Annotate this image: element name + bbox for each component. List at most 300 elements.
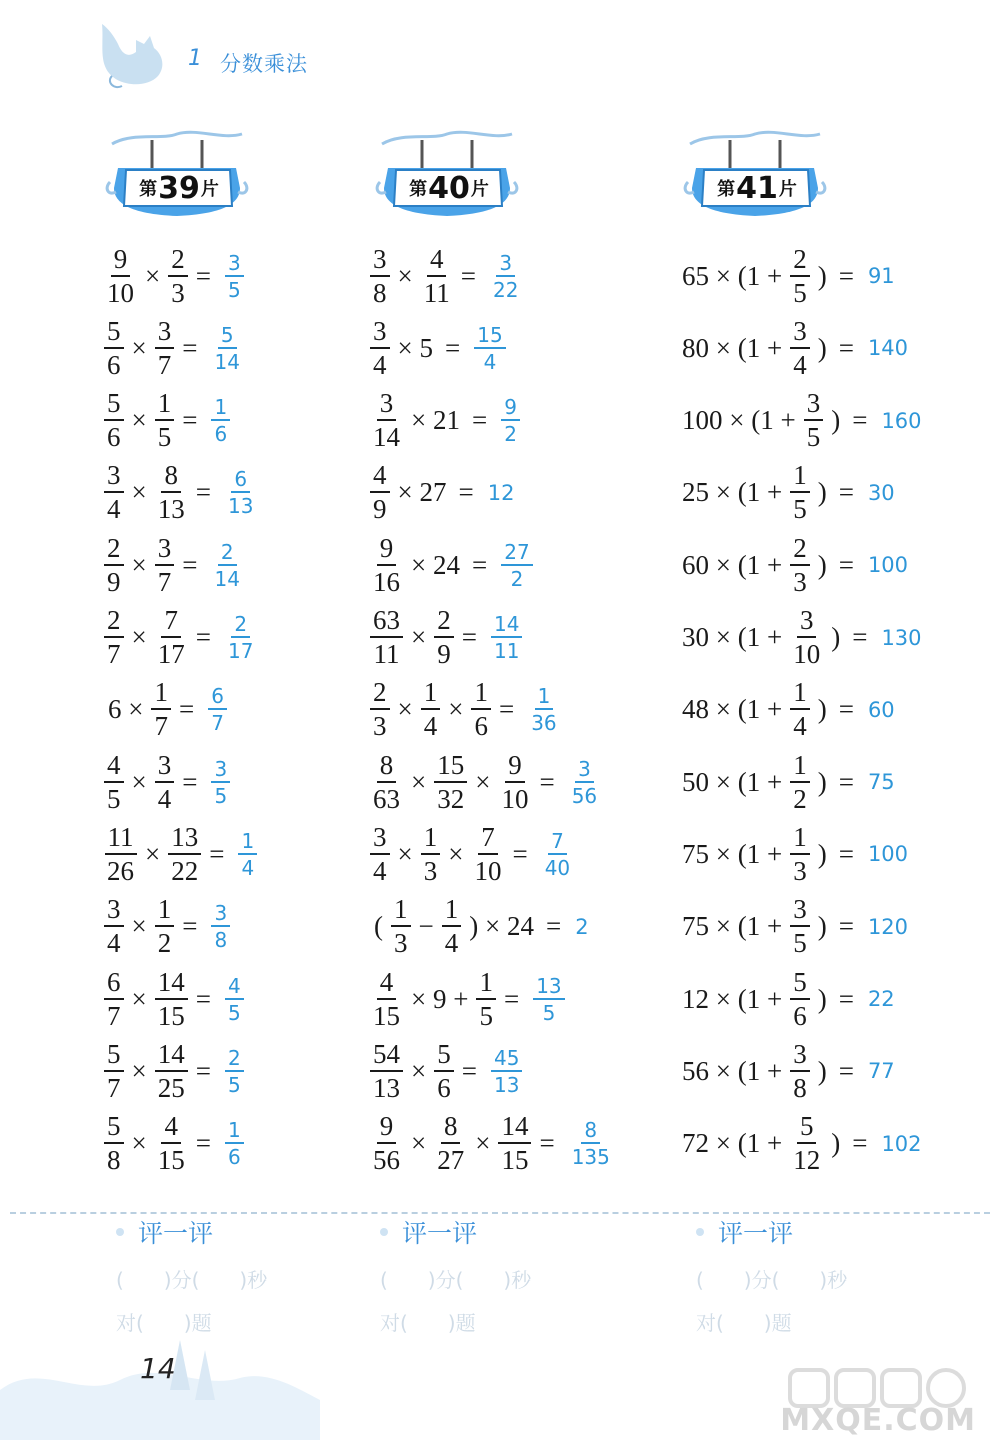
chapter-header [92,14,352,94]
denominator: 14 [373,422,400,453]
numerator: 3 [370,246,390,277]
fraction [790,1113,823,1174]
denominator: 4 [483,349,497,374]
fraction [790,462,810,523]
problem-row [368,895,589,959]
numerator: 4 [370,462,390,493]
numerator: 1 [151,679,171,710]
section-suffix: 片 [470,179,489,200]
operator: ) [817,477,827,508]
operator: 56 × (1 + [682,1055,783,1086]
numerator: 3 [211,903,230,927]
answer-fraction [211,901,230,953]
equals-sign: = [182,332,198,363]
fraction [442,896,462,957]
numerator: 27 [501,542,532,566]
answer-fraction [569,756,600,808]
answer-fraction [490,250,521,302]
operator: × [131,983,147,1014]
problem-row [102,895,232,959]
numerator: 9 [505,752,525,783]
denominator: 6 [107,349,121,380]
numerator: 5 [104,1113,124,1144]
denominator: 5 [227,1072,241,1097]
numerator: 2 [790,535,810,566]
fraction [155,607,188,668]
operator: 60 × (1 + [682,549,783,580]
numerator: 5 [434,1041,454,1072]
equals-sign: = [539,766,555,797]
answer: 30 [867,480,895,505]
operator: ) [817,694,827,725]
operator: × 24 [411,549,460,580]
numerator: 5 [104,390,124,421]
section-title [396,170,502,206]
denominator: 16 [373,566,400,597]
numerator: 4 [225,976,244,1000]
denominator: 5 [793,277,807,308]
operator: 50 × (1 + [682,766,783,797]
numerator: 3 [790,318,810,349]
problem-row [676,967,895,1031]
equals-sign: = [471,549,488,580]
numerator: 3 [797,607,817,638]
equals-sign: = [852,1128,868,1159]
bullet-icon [696,1228,704,1236]
fraction [104,462,124,523]
fraction [155,749,175,814]
denominator: 22 [492,277,519,302]
chapter-number: 1 [188,46,202,71]
fraction [104,1113,124,1174]
equals-sign: = [195,983,211,1014]
operator: 65 × (1 + [682,260,783,291]
numerator: 6 [231,469,250,493]
problem-row [368,533,535,597]
numerator: 4 [161,1113,181,1144]
numerator: 13 [533,976,564,1000]
equals-sign: = [182,405,198,436]
denominator: 4 [157,783,172,814]
denominator: 11 [493,639,520,663]
fraction [370,532,403,597]
operator: × 21 [411,405,460,436]
problem-row [676,316,908,380]
numerator: 4 [377,969,397,1000]
bullet-icon [116,1228,124,1236]
equals-sign: = [512,838,528,869]
denominator: 2 [793,783,807,814]
numerator: 3 [575,759,594,783]
operator: × [131,911,147,942]
operator: × [411,766,427,797]
evaluation-box-41 [696,1214,956,1336]
bullet-icon [380,1228,388,1236]
operator: ) [831,1128,841,1159]
operator: − [418,911,434,942]
problem-row [102,678,229,742]
denominator: 4 [444,928,459,959]
operator: × [131,477,147,508]
denominator: 32 [437,783,465,814]
problem-row [102,967,246,1031]
fraction [104,532,124,597]
operator: × [131,405,147,436]
denominator: 7 [107,639,121,669]
answer-fraction [238,828,257,880]
problem-row [676,389,922,453]
denominator: 4 [423,711,438,742]
problem-row [368,316,508,380]
numerator: 2 [225,1048,244,1072]
problem-row [368,678,562,742]
numerator: 3 [496,253,515,277]
answer-fraction [491,1045,522,1097]
fraction [434,749,467,814]
denominator: 7 [107,1072,121,1103]
fraction [155,390,175,451]
fraction [155,462,188,523]
fraction [434,1038,454,1103]
denominator: 7 [107,1000,121,1031]
denominator: 36 [531,711,557,736]
denominator: 6 [793,1000,807,1031]
numerator: 8 [377,752,397,783]
numerator: 45 [491,1048,522,1072]
denominator: 4 [793,349,807,380]
numerator: 1 [238,831,257,855]
operator: × [411,1128,427,1159]
operator: 30 × (1 + [682,622,783,652]
numerator: 7 [161,607,181,638]
problem-row [102,822,259,886]
decorative-scenery [0,1330,320,1440]
answer-fraction [225,467,256,519]
fraction [168,243,188,308]
equals-sign: = [461,622,477,652]
operator: × [397,260,413,291]
denominator: 4 [373,855,387,886]
numerator: 1 [211,397,230,421]
denominator: 6 [227,1145,241,1170]
problem-row [676,1112,922,1176]
denominator: 3 [423,855,438,886]
fraction [104,607,124,668]
fraction [104,243,137,308]
problem-row [102,1112,246,1176]
correct-row: 对( )题 [696,1311,792,1335]
problem-row [102,1039,246,1103]
denominator: 11 [373,639,400,669]
section-title [126,170,232,206]
fraction [104,390,124,451]
numerator: 1 [391,896,411,927]
numerator: 1 [535,686,554,710]
numerator: 7 [548,831,567,855]
denominator: 4 [241,855,255,880]
numerator: 1 [155,390,175,421]
fraction [498,1113,531,1174]
fraction [421,821,441,886]
watermark-domain: MXQE.COM [780,1403,976,1438]
numerator: 14 [155,969,188,1000]
numerator: 54 [370,1041,403,1072]
equals-sign: = [461,1055,477,1086]
equals-sign: = [458,477,474,508]
answer: 60 [867,697,895,722]
problem-row [676,533,908,597]
denominator: 3 [793,566,807,597]
equals-sign: = [503,983,520,1014]
denominator: 5 [107,783,121,814]
fraction [434,607,454,668]
numerator: 5 [797,1113,817,1144]
denominator: 8 [793,1072,807,1103]
evaluation-box-39 [116,1214,376,1336]
evaluation-title: 评一评 [138,1219,214,1248]
denominator: 4 [373,349,387,380]
numerator: 3 [225,253,244,277]
fraction [790,966,810,1031]
denominator: 5 [157,422,172,453]
operator: 80 × (1 + [682,332,783,363]
equals-sign: = [852,622,868,652]
numerator: 2 [231,614,250,638]
numerator: 5 [104,318,124,349]
denominator: 17 [227,639,254,663]
fraction [790,315,810,380]
numerator: 5 [104,1041,124,1072]
numerator: 8 [581,1120,600,1144]
fraction [790,679,810,740]
denominator: 10 [474,855,502,886]
answer: 2 [575,914,589,939]
score-row: ( )分( )秒 [696,1268,848,1292]
numerator: 3 [377,390,397,421]
answer-fraction [542,828,573,880]
numerator: 14 [155,1041,188,1072]
denominator: 6 [214,422,228,447]
numerator: 4 [104,752,124,783]
denominator: 56 [373,1145,400,1176]
operator: ) [817,838,827,869]
numerator: 1 [790,679,810,710]
fraction [370,1038,403,1103]
operator: × 27 [397,477,447,508]
equals-sign: = [498,694,515,725]
problem-row [676,461,895,525]
fraction [104,315,124,380]
numerator: 3 [155,318,175,349]
answer-fraction [225,614,256,661]
score-row: ( )分( )秒 [116,1268,268,1292]
answer: 140 [867,336,909,361]
operator: × 9 + [411,983,469,1014]
fraction [155,315,175,380]
denominator: 5 [542,1000,556,1025]
denominator: 13 [227,494,254,519]
fraction [471,821,504,886]
numerator: 2 [370,679,390,710]
operator: ) [817,983,827,1014]
fraction [370,390,403,451]
fraction [155,532,175,597]
numerator: 5 [790,969,810,1000]
answer: 75 [867,770,895,795]
fraction [370,607,403,668]
denominator: 5 [806,422,821,453]
fraction [790,1038,810,1103]
correct-row: 对( )题 [380,1311,476,1335]
denominator: 25 [157,1072,185,1103]
problem-row [102,316,245,380]
numerator: 1 [476,969,496,1000]
equals-sign: = [209,838,225,869]
problem-row [368,967,567,1031]
equals-sign: = [178,694,195,725]
denominator: 4 [793,711,807,742]
fraction [104,749,124,814]
operator: 6 × [108,694,144,725]
fraction [790,607,823,668]
fraction [476,966,496,1031]
denominator: 63 [373,783,400,814]
page-number: 14 [140,1352,176,1385]
fraction [370,749,403,814]
operator: × [448,694,464,725]
fraction [370,243,390,308]
equals-sign: = [838,1055,854,1086]
denominator: 9 [437,639,451,669]
problem-row [368,822,575,886]
fraction [498,749,531,814]
equals-sign: = [852,405,868,436]
fraction [370,315,390,380]
equals-sign: = [444,332,461,363]
section-prefix: 第 [139,179,158,200]
problem-row [368,389,522,453]
section-title [704,170,810,206]
operator: 75 × (1 + [682,838,783,869]
denominator: 26 [107,855,134,886]
section-suffix: 片 [778,179,797,200]
fraction [434,1113,467,1174]
fraction [421,679,441,740]
equals-sign: = [539,1128,555,1159]
numerator: 3 [211,759,230,783]
section-suffix: 片 [200,179,219,200]
operator: × [145,838,161,869]
denominator: 10 [501,783,529,814]
problem-row [676,750,895,814]
evaluation-title: 评一评 [402,1219,478,1248]
fraction [471,679,491,740]
denominator: 135 [571,1145,610,1170]
denominator: 22 [171,855,199,886]
denominator: 8 [214,928,228,953]
problem-row [368,461,514,525]
denominator: 17 [157,639,185,669]
numerator: 2 [218,542,237,566]
operator: ) [831,405,841,436]
numerator: 63 [370,607,403,638]
fraction [104,896,124,957]
numerator: 13 [168,824,201,855]
numerator: 1 [155,896,175,927]
numerator: 3 [370,318,390,349]
numerator: 5 [218,325,237,349]
problem-row [102,750,232,814]
problem-row [676,822,908,886]
section-sign [102,122,252,232]
equals-sign: = [195,622,211,652]
equals-sign: = [195,1055,211,1086]
answer-fraction [211,756,230,808]
numerator: 2 [104,607,124,638]
answer: 91 [867,264,895,288]
operator: ) [817,1055,827,1086]
denominator: 2 [504,422,517,447]
answer-fraction [225,1045,244,1097]
denominator: 12 [793,1145,821,1176]
denominator: 13 [157,494,185,525]
fraction [790,243,810,308]
numerator: 2 [790,246,810,277]
equals-sign: = [195,1128,211,1159]
numerator: 1 [225,1120,244,1144]
equals-sign: = [838,332,854,363]
cat-icon [92,14,182,94]
numerator: 3 [370,824,390,855]
denominator: 15 [501,1145,529,1176]
operator: × [131,332,147,363]
denominator: 3 [394,928,408,959]
numerator: 1 [790,824,810,855]
numerator: 3 [155,752,175,783]
numerator: 1 [790,462,810,493]
numerator: 1 [790,752,810,783]
denominator: 5 [227,1000,241,1025]
correct-row: 对( )题 [116,1311,212,1335]
answer: 22 [867,987,895,1011]
operator: ) [817,549,827,580]
fraction [370,462,390,523]
denominator: 2 [510,566,524,591]
numerator: 3 [104,896,124,927]
operator: 12 × (1 + [682,983,783,1014]
denominator: 8 [107,1145,121,1176]
operator: ) [817,766,827,797]
equals-sign: = [838,549,854,580]
chapter-title: 分数乘法 [220,52,308,76]
answer-fraction [491,614,522,661]
denominator: 15 [373,1000,400,1031]
numerator: 9 [377,1113,397,1144]
fraction [804,390,824,451]
denominator: 3 [793,855,807,886]
numerator: 14 [498,1113,531,1144]
denominator: 6 [437,1072,451,1103]
equals-sign: = [182,911,198,942]
problem-row [676,606,922,670]
denominator: 5 [793,928,807,959]
answer-fraction [501,395,520,447]
answer-fraction [528,684,559,736]
denominator: 3 [171,277,185,308]
problem-row [676,244,895,308]
numerator: 9 [501,397,520,421]
problem-row [102,606,258,670]
